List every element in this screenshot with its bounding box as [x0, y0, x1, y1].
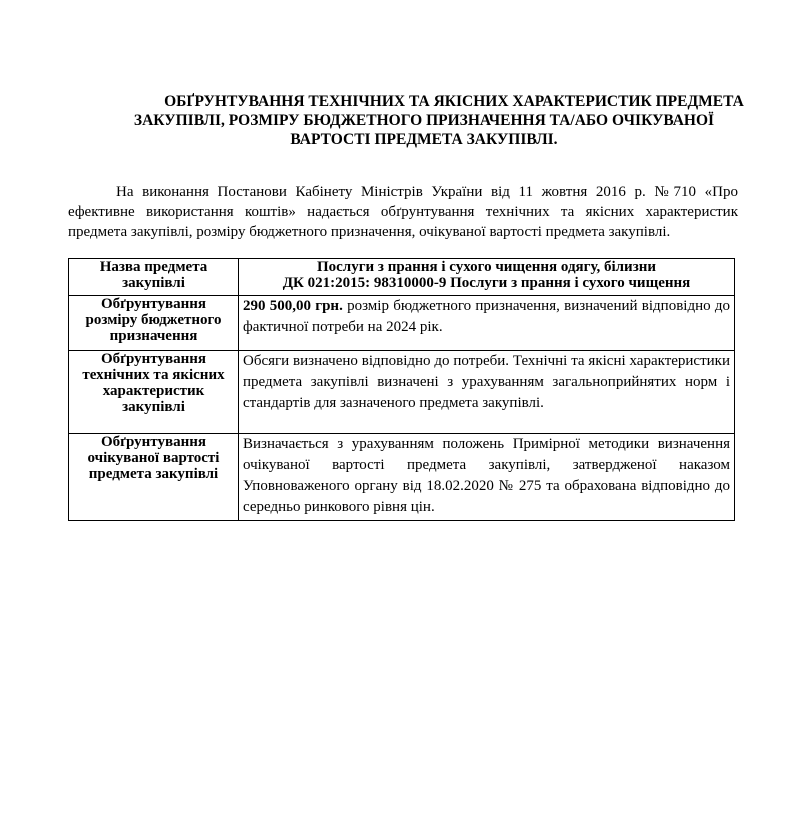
table-row-subject [69, 259, 735, 296]
intro-line-2: ефективне використання коштів» надається обґрунтування технічних та якісних характеристик [68, 204, 738, 220]
tech-label-line: закупівлі [122, 399, 185, 415]
budget-amount: 290 500,00 грн. [243, 298, 343, 314]
procurement-table [68, 258, 735, 521]
tech-label-line: технічних та якісних [82, 367, 225, 383]
title-line-2: ЗАКУПІВЛІ, РОЗМІРУ БЮДЖЕТНОГО ПРИЗНАЧЕННЯ ТА/АБО ОЧІКУВАНОЇ [133, 112, 715, 129]
table-row-budget [69, 296, 735, 351]
budget-value-cell [239, 296, 735, 351]
tech-label-line: характеристик [102, 383, 205, 399]
tech-label-line: Обґрунтування [101, 351, 206, 367]
service-name: Послуги з прання і сухого чищення одягу, білизни [316, 259, 657, 275]
intro-line-3: предмета закупівлі, розміру бюджетного призначення, очікуваної вартості предмета закупівлі. [68, 224, 671, 240]
subject-label-cell [69, 259, 239, 296]
table-row-cost [69, 434, 735, 521]
subject-label-line: Назва предмета [99, 259, 208, 275]
cost-label-line: Обґрунтування [101, 434, 206, 450]
document-title [90, 92, 758, 149]
tech-value-cell: Обсяги визначено відповідно до потреби. Технічні та якісні характеристики предмета закупівлі визначені з урахуванням загальноприйнятих норм і стандартів для зазначеного предмета закупівлі. [239, 351, 735, 434]
cost-label-cell [69, 434, 239, 521]
cost-label-line: предмета закупівлі [88, 466, 219, 482]
budget-label-line: призначення [109, 328, 198, 344]
cost-label-line: очікуваної вартості [87, 450, 220, 466]
intro-line-1: На виконання Постанови Кабінету Міністрів України від 11 жовтня 2016 р. №710 «Про [116, 184, 738, 200]
cost-value-cell: Визначається з урахуванням положень Примірної методики визначення очікуваної вартості предмета закупівлі, затвердженої наказом Уповноваженого органу від 18.02.2020 № 275 та обрахована відповідно до середньо ринкового рівня цін. [239, 434, 735, 521]
subject-value-cell [239, 259, 735, 296]
table-row-tech [69, 351, 735, 434]
budget-label-cell [69, 296, 239, 351]
tech-label-cell [69, 351, 239, 434]
subject-label-line: закупівлі [122, 275, 185, 291]
title-line-1: ОБҐРУНТУВАННЯ ТЕХНІЧНИХ ТА ЯКІСНИХ ХАРАКТЕРИСТИК ПРЕДМЕТА [164, 93, 744, 110]
title-line-3: ВАРТОСТІ ПРЕДМЕТА ЗАКУПІВЛІ. [290, 131, 558, 148]
cpv-code: ДК 021:2015: 98310000-9 Послуги з прання і сухого чищення [282, 275, 691, 291]
budget-label-line: Обґрунтування [101, 296, 206, 312]
budget-label-line: розміру бюджетного [85, 312, 222, 328]
intro-paragraph [68, 182, 738, 242]
budget-text: розмір бюджетного призначення, визначений відповідно до фактичної потреби на 2024 рік. [243, 298, 730, 335]
